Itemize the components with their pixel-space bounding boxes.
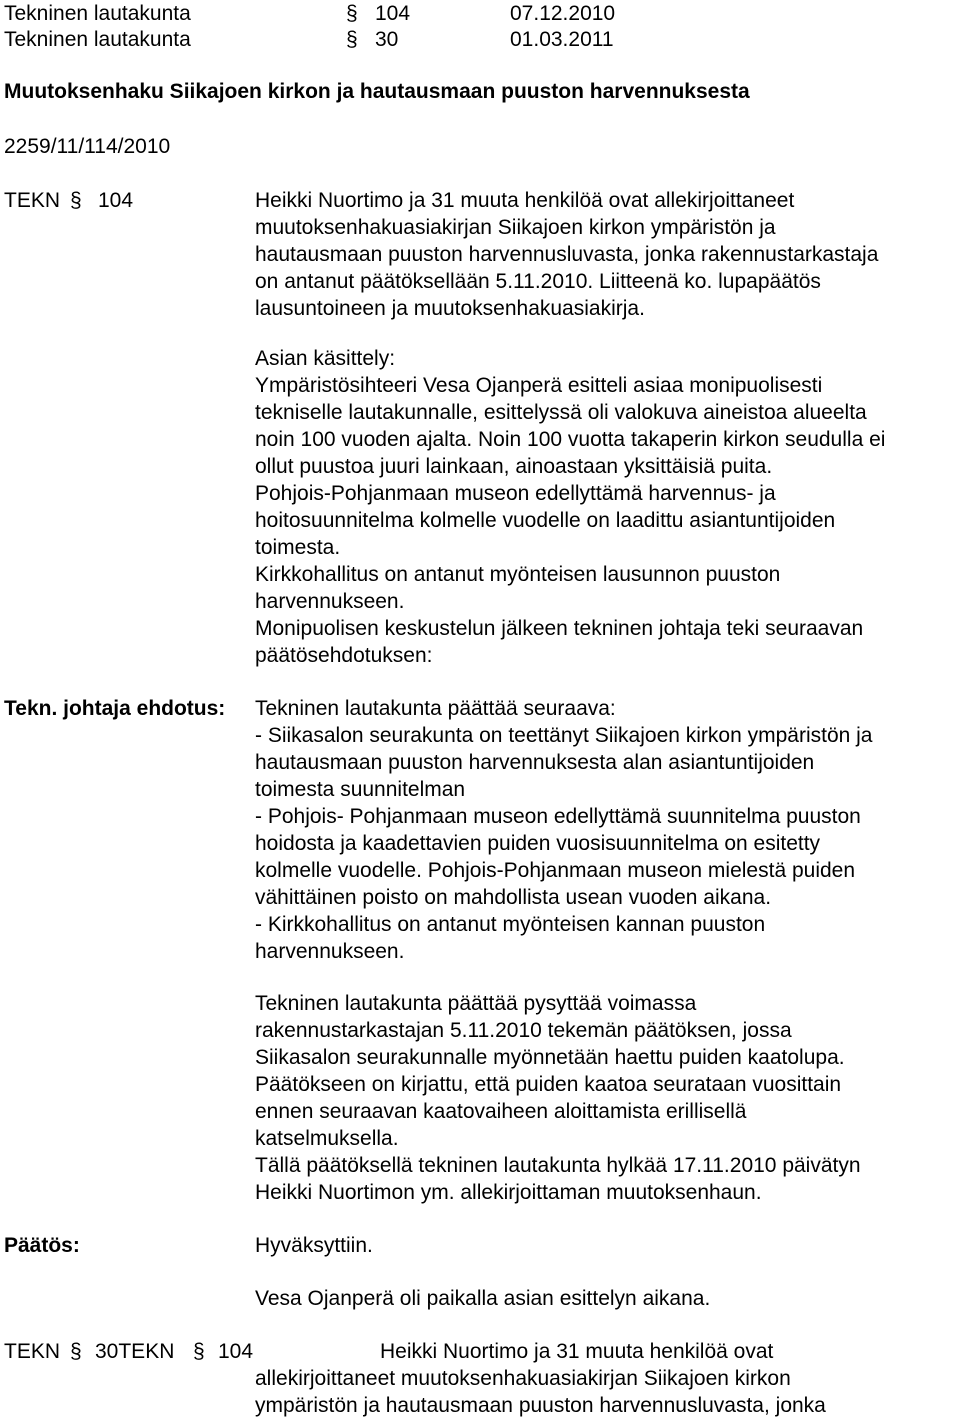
paragraph-line: Asian käsittely: — [255, 347, 396, 370]
header-date: 01.03.2011 — [510, 28, 614, 51]
section-sign: § — [346, 28, 358, 51]
paragraph-line: Päätökseen on kirjattu, että puiden kaatoa seurataan vuosittain — [255, 1073, 842, 1096]
paragraph-line: vähittäinen poisto on mahdollista usean vuoden aikana. — [255, 886, 772, 909]
section-number: 30TEKN — [95, 1340, 175, 1363]
paragraph-line: Tekninen lautakunta päättää pysyttää voimassa — [255, 992, 697, 1015]
section-number: 104 — [218, 1340, 254, 1363]
paragraph-line: hoitosuunnitelma kolmelle vuodelle on laadittu asiantuntijoiden — [255, 509, 836, 532]
paragraph-line: kolmelle vuodelle. Pohjois-Pohjanmaan museon mielestä puiden — [255, 859, 856, 882]
paragraph-line: Ympäristösihteeri Vesa Ojanperä esitteli asiaa monipuolisesti — [255, 374, 823, 397]
proposal-label: Tekn. johtaja ehdotus: — [4, 697, 226, 720]
paragraph-line: päätösehdotuksen: — [255, 644, 433, 667]
paragraph-line: Tällä päätöksellä tekninen lautakunta hylkää 17.11.2010 päivätyn — [255, 1154, 861, 1177]
header-board: Tekninen lautakunta — [4, 2, 191, 25]
paragraph-line: Pohjois-Pohjanmaan museon edellyttämä harvennus- ja — [255, 482, 776, 505]
paragraph-line: Monipuolisen keskustelun jälkeen tekninen johtaja teki seuraavan — [255, 617, 864, 640]
paragraph-line: toimesta. — [255, 536, 341, 559]
paragraph-line: allekirjoittaneet muutoksenhakuasiakirjan Siikajoen kirkon — [255, 1367, 791, 1390]
header-date: 07.12.2010 — [510, 2, 616, 25]
document-title: Muutoksenhaku Siikajoen kirkon ja hautausmaan puuston harvennuksesta — [4, 80, 750, 103]
paragraph-line: - Siikasalon seurakunta on teettänyt Siikajoen kirkon ympäristön ja — [255, 724, 873, 747]
paragraph-line: Heikki Nuortimon ym. allekirjoittaman muutoksenhaun. — [255, 1181, 762, 1204]
paragraph-line: - Pohjois- Pohjanmaan museon edellyttämä suunnitelma puuston — [255, 805, 861, 828]
paragraph-line: hoidosta ja kaadettavien puiden vuosisuunnitelma on esitetty — [255, 832, 821, 855]
section-sign: § — [70, 1340, 82, 1363]
paragraph-line: Tekninen lautakunta päättää seuraava: — [255, 697, 616, 720]
decision-label: Päätös: — [4, 1234, 80, 1257]
paragraph-line: - Kirkkohallitus on antanut myönteisen kannan puuston — [255, 913, 766, 936]
section-sign: § — [70, 189, 82, 212]
section-sign: § — [346, 2, 358, 25]
decision-text: Hyväksyttiin. — [255, 1234, 373, 1257]
paragraph-line: Heikki Nuortimo ja 31 muuta henkilöä ovat allekirjoittaneet — [255, 189, 795, 212]
paragraph-line: ennen seuraavan kaatovaiheen aloittamista erillisellä — [255, 1100, 747, 1123]
header-board: Tekninen lautakunta — [4, 28, 191, 51]
header-number: 30 — [375, 28, 399, 51]
section-number: 104 — [98, 189, 134, 212]
section-code: TEKN — [4, 189, 61, 212]
case-number: 2259/11/114/2010 — [4, 135, 171, 158]
paragraph-line: harvennukseen. — [255, 940, 405, 963]
header-number: 104 — [375, 2, 411, 25]
paragraph-line: ollut puustoa juuri lainkaan, ainoastaan yksittäisiä puita. — [255, 455, 773, 478]
paragraph-line: noin 100 vuoden ajalta. Noin 100 vuotta takaperin kirkon seudulla ei — [255, 428, 886, 451]
paragraph-line: on antanut päätöksellään 5.11.2010. Liitteenä ko. lupapäätös — [255, 270, 821, 293]
section-sign: § — [193, 1340, 205, 1363]
paragraph-line: toimesta suunnitelman — [255, 778, 466, 801]
paragraph-line: Kirkkohallitus on antanut myönteisen lausunnon puuston — [255, 563, 781, 586]
paragraph-line: harvennukseen. — [255, 590, 405, 613]
paragraph-line: lausuntoineen ja muutoksenhakuasiakirja. — [255, 297, 645, 320]
paragraph-line: ympäristön ja hautausmaan puuston harvennusluvasta, jonka — [255, 1394, 826, 1417]
paragraph-line: hautausmaan puuston harvennusluvasta, jonka rakennustarkastaja — [255, 243, 879, 266]
paragraph-line: hautausmaan puuston harvennuksesta alan asiantuntijoiden — [255, 751, 815, 774]
paragraph-line: rakennustarkastajan 5.11.2010 tekemän päätöksen, jossa — [255, 1019, 792, 1042]
paragraph-line: tekniselle lautakunnalle, esittelyssä oli valokuva aineistoa alueelta — [255, 401, 867, 424]
paragraph-line: katselmuksella. — [255, 1127, 399, 1150]
paragraph-line: muutoksenhakuasiakirjan Siikajoen kirkon ympäristön ja — [255, 216, 776, 239]
paragraph-line: Heikki Nuortimo ja 31 muuta henkilöä ovat — [380, 1340, 774, 1363]
section-code: TEKN — [4, 1340, 61, 1363]
paragraph-line: Siikasalon seurakunnalle myönnetään haettu puiden kaatolupa. — [255, 1046, 845, 1069]
decision-note: Vesa Ojanperä oli paikalla asian esittelyn aikana. — [255, 1287, 711, 1310]
